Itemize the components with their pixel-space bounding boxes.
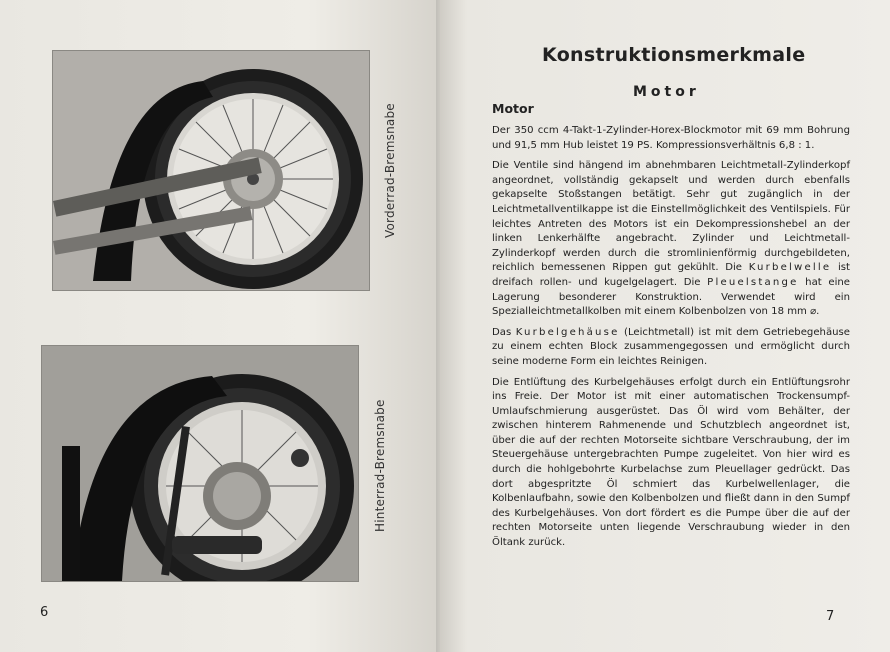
text-run: ist dreifach rollen- und kugelgelagert. Die [492, 262, 850, 288]
text-run: Das [492, 326, 516, 338]
paragraph-valves [492, 159, 850, 320]
front-wheel-illustration [53, 51, 369, 290]
paragraph-crankcase [492, 326, 850, 370]
right-page [440, 0, 890, 652]
section-subtitle: Motor [633, 84, 700, 100]
rear-wheel-illustration [42, 346, 358, 581]
term-kurbelwelle: Kurbelwelle [748, 262, 832, 274]
paragraph-lubrication: Die Entlüftung des Kurbelgehäuses erfolgt durch ein Entlüftungsrohr ins Freie. Der Motor ist mit einer automatischen Trockensumpf-Umlaufschmierung ausgerüstet. Das Öl wird vom Behälter, der zwischen hinterem Rahmenende und Schutzblech angeordnet ist, über die auf der rechten Motorseite sichtbare Verschraubung, der im Steuergehäuse untergebrachten Pumpe zugeleitet. Von hier wird es durch die hohlgebohrte Kurbelachse zum Pleuellager gedrückt. Das dort abgespritzte Öl schmiert das Kurbelwellenlager, die Kolbenlaufbahn, sowie den Kolbenbolzen und fließt dann in den Sumpf des Kurbelgehäuses. Von dort fördert es die Pumpe über die auf der rechten Motorseite unten liegende Verschraubung wieder in den Öltank zurück. [492, 376, 850, 549]
page-number-right: 7 [826, 609, 835, 624]
caption-front-brake-hub: Vorderrad-Bremsnabe [383, 103, 397, 238]
side-heading: Motor [492, 101, 534, 116]
page-title: Konstruktionsmerkmale [542, 44, 806, 66]
term-kurbelgehaeuse: Kurbelgehäuse [515, 326, 620, 338]
left-page [0, 0, 440, 652]
page-number-left: 6 [40, 605, 49, 620]
paragraph-engine-specs: Der 350 ccm 4-Takt-1-Zylinder-Horex-Blockmotor mit 69 mm Bohrung und 91,5 mm Hub leistet 19 PS. Kompressionsverhältnis 6,8 : 1. [492, 125, 850, 151]
text-run: (Leichtmetall) ist mit dem Getriebegehäuse zu einem echten Block zusammengegossen und ermöglicht durch seine moderne Form ein leichtes Reinigen. [492, 326, 850, 367]
caption-rear-brake-hub: Hinterrad-Bremsnabe [373, 399, 387, 532]
rear-wheel-hub-photo [41, 345, 359, 582]
text-run: Die Ventile sind hängend im abnehmbaren Leichtmetall-Zylinderkopf angeordnet, vollständig gekapselt und werden durch ebenfalls gekapselte Stoßstangen betätigt. Sehr gut zugänglich in der Leichtmetallventilkappe ist die Einstellmöglichkeit des Ventilspiels. Für leichtes Antreten des Motors ist ein Dekompressionshebel an der linken Lenkerhälfte angebracht. Zylinder und Leichtmetall-Zylinderkopf werden durch die stromlinienförmig durchgebildeten, reichlich bemessenen Rippen gut gekühlt. Die [492, 160, 850, 274]
text-run: hat eine Lagerung besonderer Konstruktion. Verwendet wird ein Spezialleichtmetallkolben mit einem Kolbenbolzen von 18 mm ⌀. [492, 276, 850, 318]
term-pleuelstange: Pleuelstange [707, 276, 799, 288]
body-text [492, 124, 850, 557]
front-wheel-hub-photo [52, 50, 370, 291]
